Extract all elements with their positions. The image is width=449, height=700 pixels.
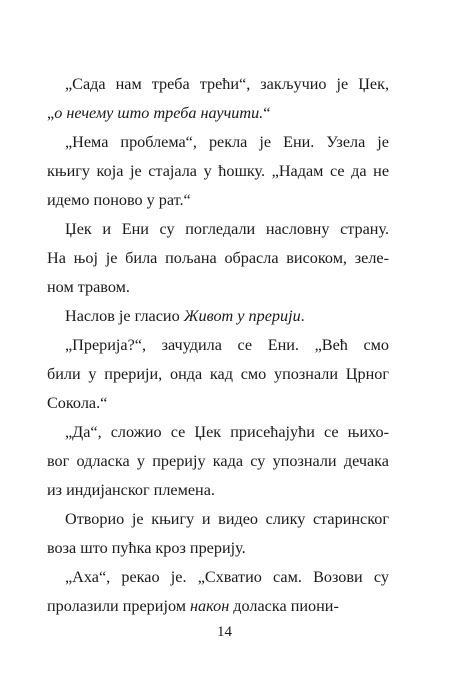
text-line — [47, 505, 389, 534]
text-run: На њој је била пољана обрасла високом, зеле- — [47, 249, 389, 267]
text-run: „Аха“, рекао је. „Схватио сам. Возови су — [65, 568, 389, 586]
text-run: воза што пућка кроз прерију. — [47, 539, 246, 557]
text-run: „Нема проблема“, рекла је Ени. Узела је — [65, 133, 389, 151]
text-run: Наслов је гласио — [65, 307, 184, 325]
text-run: доласка пиони- — [229, 597, 339, 615]
text-line — [47, 563, 389, 592]
text-run: ном травом. — [47, 278, 130, 296]
text-run: „ — [47, 104, 55, 122]
italic-text: Живот у прерији — [183, 307, 301, 325]
text-run: “ — [263, 104, 271, 122]
text-line — [47, 215, 389, 244]
text-run: вог одласка у прерију када су упознали дечака — [47, 452, 389, 470]
text-line — [47, 331, 389, 360]
text-run: „Сада нам треба трећи“, закључио је Џек, — [65, 75, 389, 93]
text-run: били у прерији, онда кад смо упознали Црног — [47, 365, 389, 383]
text-line — [47, 360, 389, 389]
text-line — [47, 128, 389, 157]
text-run: пролазили преријом — [47, 597, 191, 615]
text-run: из индијанског племена. — [47, 481, 215, 499]
page-number: 14 — [217, 624, 232, 640]
paragraph — [47, 128, 389, 215]
text-run: идемо поново у рат.“ — [47, 191, 191, 209]
text-line — [47, 476, 389, 505]
text-line — [47, 273, 389, 302]
paragraph — [47, 563, 389, 621]
text-run: Сокола.“ — [47, 394, 108, 412]
text-line — [47, 157, 389, 186]
text-run: књигу која је стајала у ћошку. „Надам се да не — [47, 162, 389, 180]
text-line — [47, 389, 389, 418]
text-line — [47, 534, 389, 563]
text-line — [47, 244, 389, 273]
text-run: Отворио је књигу и видео слику старинског — [65, 510, 389, 528]
paragraph — [47, 215, 389, 302]
text-line — [47, 70, 389, 99]
text-run: . — [300, 307, 305, 325]
paragraph — [47, 331, 389, 418]
italic-text: о нечему што треба научити. — [54, 104, 264, 122]
paragraph — [47, 505, 389, 563]
italic-text: након — [190, 597, 230, 615]
text-run: „Прерија?“, зачудила се Ени. „Већ смо — [65, 336, 389, 354]
text-run: „Да“, сложио се Џек присећајући се њихо- — [65, 423, 389, 441]
text-run: Џек и Ени су погледали насловну страну. — [65, 220, 389, 238]
text-line — [47, 186, 389, 215]
text-line — [47, 99, 389, 128]
paragraph — [47, 70, 389, 128]
paragraph — [47, 418, 389, 505]
text-line — [47, 418, 389, 447]
text-line — [47, 302, 389, 331]
text-line — [47, 592, 389, 621]
text-line — [47, 447, 389, 476]
paragraph — [47, 302, 389, 331]
